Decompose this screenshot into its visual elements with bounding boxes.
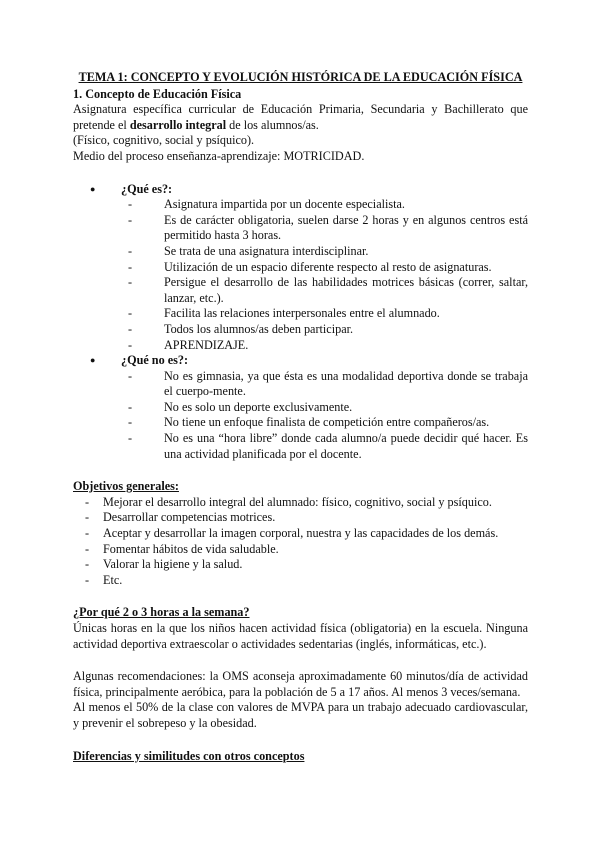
spacer bbox=[73, 732, 528, 749]
list-item: - Etc. bbox=[103, 573, 528, 589]
paragraph-mvpa: Al menos el 50% de la clase con valores de MVPA para un trabajo adecuado cardiovascular, y prevenir el sobrepeso y la obesidad. bbox=[73, 700, 528, 730]
list-item: - Utilización de un espacio diferente respecto al resto de asignaturas. bbox=[148, 260, 528, 276]
list-item: - Es de carácter obligatoria, suelen darse 2 horas y en algunos centros está permitido hasta 3 horas. bbox=[148, 213, 528, 244]
definition-text-start: Asignatura específica curricular de Educación Primaria, Secundaria y Bachillerato que pretende el bbox=[73, 102, 528, 132]
section-heading-objetivos: Objetivos generales: bbox=[73, 479, 179, 494]
list-item: - Fomentar hábitos de vida saludable. bbox=[103, 542, 528, 558]
list-item: - No tiene un enfoque finalista de competición entre compañeros/as. bbox=[148, 415, 528, 431]
list-objetivos bbox=[73, 495, 528, 589]
document-page bbox=[73, 70, 528, 764]
list-item: - Todos los alumnos/as deben participar. bbox=[148, 322, 528, 338]
section-heading-concepto: 1. Concepto de Educación Física bbox=[73, 86, 242, 101]
list-que-no-es bbox=[148, 369, 528, 463]
list-item: - Desarrollar competencias motrices. bbox=[103, 510, 528, 526]
section-heading-diferencias: Diferencias y similitudes con otros conceptos bbox=[73, 748, 305, 763]
document-title: TEMA 1: CONCEPTO Y EVOLUCIÓN HISTÓRICA DE LA EDUCACIÓN FÍSICA bbox=[78, 70, 523, 84]
definition-bold-term: desarrollo integral bbox=[129, 117, 227, 132]
list-item: - Asignatura impartida por un docente especialista. bbox=[148, 197, 528, 213]
list-item: - No es gimnasia, ya que ésta es una modalidad deportiva donde se trabaja el cuerpo-mente. bbox=[148, 369, 528, 400]
spacer bbox=[73, 165, 528, 182]
list-item: - APRENDIZAJE. bbox=[148, 338, 528, 354]
list-que-es bbox=[148, 197, 528, 353]
section-heading-horas: ¿Por qué 2 o 3 horas a la semana? bbox=[73, 605, 250, 620]
list-item: - No es una “hora libre” donde cada alumno/a puede decidir qué hacer. Es una actividad planificada por el docente. bbox=[148, 431, 528, 462]
paragraph-dimensions: (Físico, cognitivo, social y psíquico). bbox=[73, 133, 255, 148]
spacer bbox=[73, 652, 528, 669]
paragraph-horas: Únicas horas en la que los niños hacen actividad física (obligatoria) en la escuela. Ninguna actividad deportiva extraescolar o actividades sedentarias (inglés, informáticas, etc.). bbox=[73, 621, 528, 651]
definition-text-end: de los alumnos/as. bbox=[226, 117, 319, 132]
list-item: - Valorar la higiene y la salud. bbox=[103, 557, 528, 573]
bullet-que-no-es: ● ¿Qué no es?: bbox=[73, 353, 528, 369]
paragraph-medio: Medio del proceso enseñanza-aprendizaje: MOTRICIDAD. bbox=[73, 148, 365, 163]
list-item: - Aceptar y desarrollar la imagen corporal, nuestra y las capacidades de los demás. bbox=[103, 526, 528, 542]
list-item: - No es solo un deporte exclusivamente. bbox=[148, 400, 528, 416]
spacer bbox=[73, 462, 528, 479]
list-item: - Persigue el desarrollo de las habilidades motrices básicas (correr, saltar, lanzar, etc.). bbox=[148, 275, 528, 306]
list-item: - Facilita las relaciones interpersonales entre el alumnado. bbox=[148, 306, 528, 322]
list-item: - Mejorar el desarrollo integral del alumnado: físico, cognitivo, social y psíquico. bbox=[103, 495, 528, 511]
paragraph-definition bbox=[73, 102, 528, 133]
bullet-que-es: ● ¿Qué es?: bbox=[73, 182, 528, 198]
list-item: - Se trata de una asignatura interdisciplinar. bbox=[148, 244, 528, 260]
paragraph-oms: Algunas recomendaciones: la OMS aconseja aproximadamente 60 minutos/día de actividad física, principalmente aeróbica, para la población de 5 a 17 años. Al menos 3 veces/semana. bbox=[73, 669, 528, 699]
spacer bbox=[73, 588, 528, 605]
